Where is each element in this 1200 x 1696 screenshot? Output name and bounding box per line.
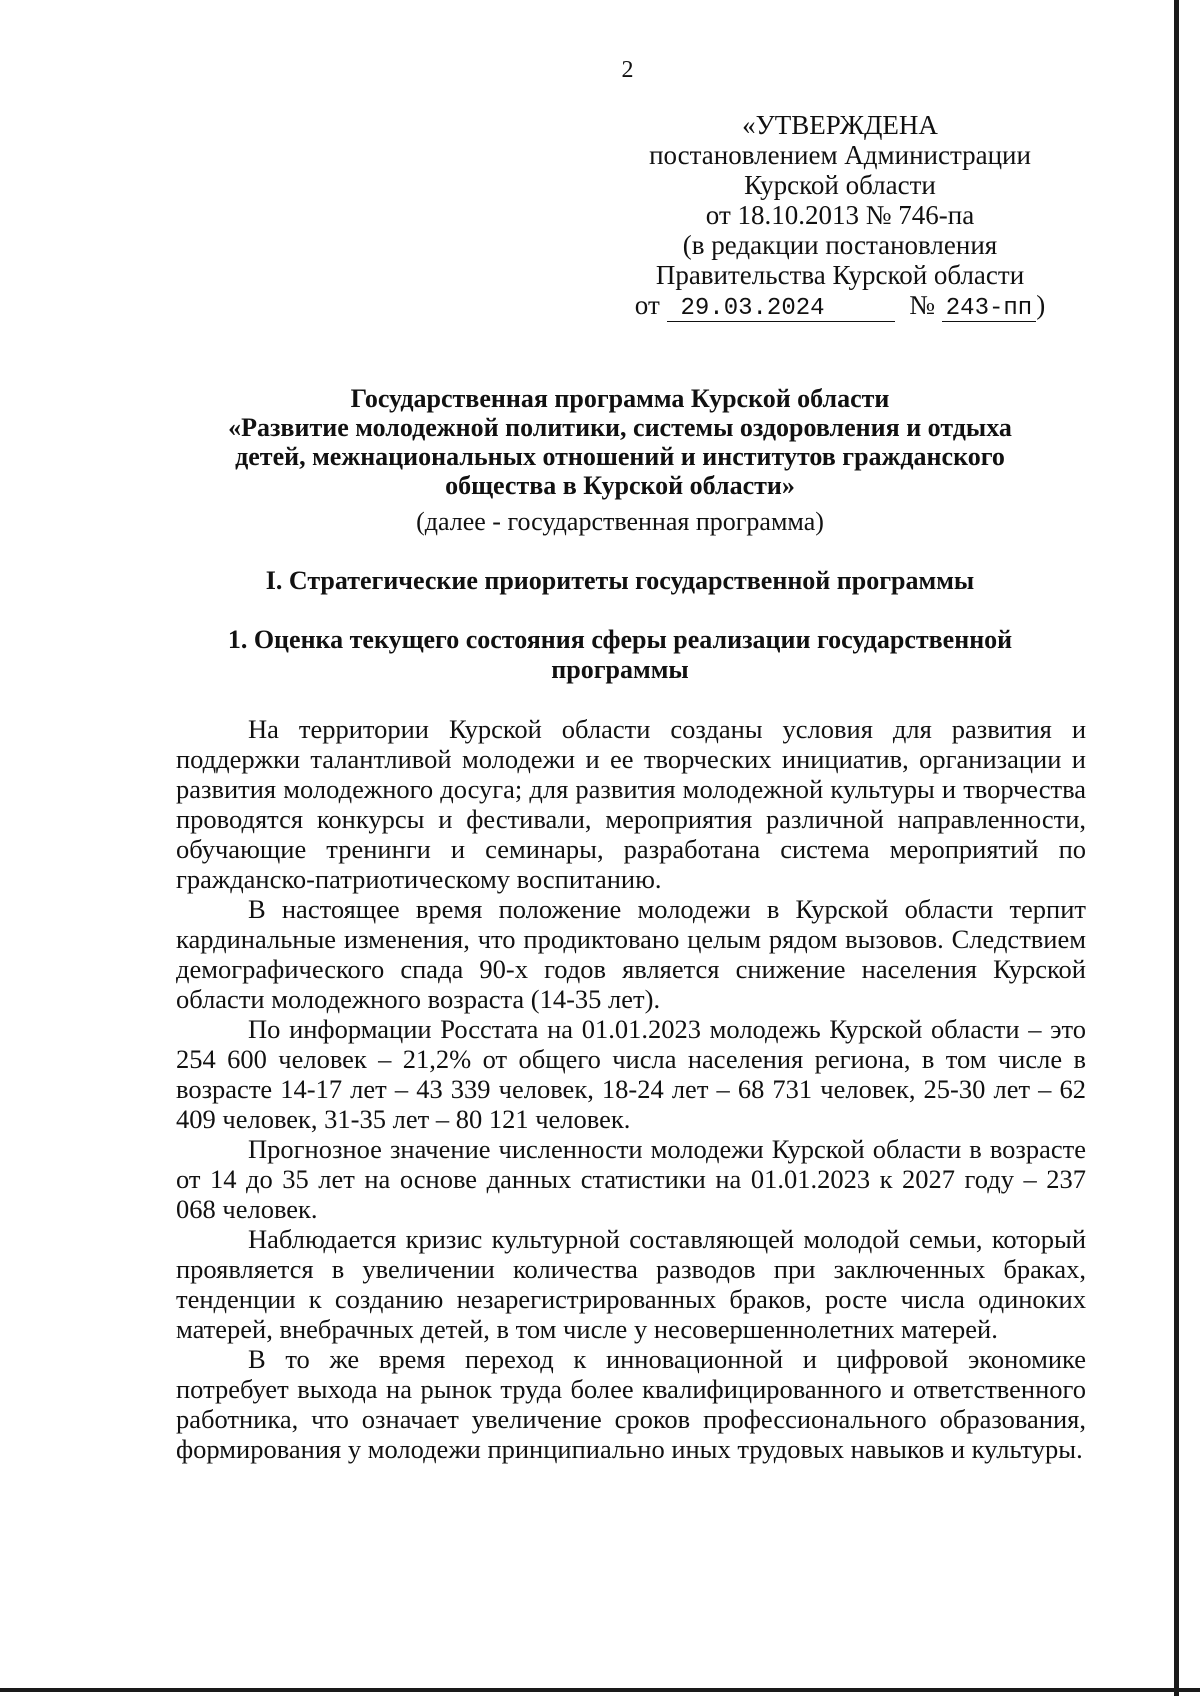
subsection-heading [160,625,1080,685]
approval-line-7 [620,290,1060,322]
paragraph: В то же время переход к инновационной и цифровой экономике потребует выхода на рынок труда более квалифицированного и ответственного работника, что означает увеличение сроков профессионального образования, формирования у молодежи принципиально иных трудовых навыков и культуры. [176,1344,1086,1464]
approval-line-1: «УТВЕРЖДЕНА [742,110,938,140]
approval-number-sign: № [909,290,936,320]
paragraph: На территории Курской области созданы условия для развития и поддержки талантливой молодежи и ее творческих инициатив, организации и развития молодежного досуга; для развития молодежной культуры и творчества проводятся конкурсы и фестивали, мероприятия различной направленности, обучающие тренинги и семинары, разработана система мероприятий по гражданско-патриотическому воспитанию. [176,714,1086,894]
approval-closing-paren: ) [1036,290,1046,320]
paragraph: Наблюдается кризис культурной составляющей молодой семьи, который проявляется в увеличении количества разводов при заключенных браках, тенденции к созданию незарегистрированных браков, росте числа одиноких матерей, внебрачных детей, в том числе у несовершеннолетних матерей. [176,1224,1086,1344]
program-title-line-3: детей, межнациональных отношений и институтов гражданского [235,442,1005,471]
paragraph: По информации Росстата на 01.01.2023 молодежь Курской области – это 254 600 человек – 21,2% от общего числа населения региона, в том числе в возрасте 14-17 лет – 43 339 человек, 18-24 лет – 68 731 человек, 25-30 лет – 62 409 человек, 31-35 лет – 80 121 человек. [176,1014,1086,1134]
subsection-heading-line-2: программы [551,655,689,684]
paragraph: В настоящее время положение молодежи в Курской области терпит кардинальные изменения, что продиктовано целым рядом вызовов. Следствием демографического спада 90-х годов является снижение населения Курской области молодежного возраста (14-35 лет). [176,894,1086,1014]
approval-line-4: от 18.10.2013 № 746-па [705,200,975,230]
approval-line-5: (в редакции постановления [682,230,998,260]
approval-line-3: Курской области [744,170,936,200]
approval-stamp-block [620,110,1060,322]
program-title-line-2: «Развитие молодежной политики, системы оздоровления и отдыха [228,413,1012,442]
program-subtitle: (далее - государственная программа) [416,507,824,536]
program-title-line-1: Государственная программа Курской области [350,384,890,413]
scan-edge-bottom [0,1688,1200,1692]
approval-number-field: 243-пп [942,297,1036,322]
section-heading: I. Стратегические приоритеты государственной программы [265,566,975,595]
program-title-line-4: общества в Курской области» [445,471,795,500]
body-text [176,714,1086,1464]
subsection-heading-line-1: 1. Оценка текущего состояния сферы реализации государственной [227,625,1013,654]
scan-edge-right [1174,0,1179,1696]
approval-line-2: постановлением Администрации [649,140,1031,170]
page-number: 2 [621,57,634,83]
approval-line-6: Правительства Курской области [655,260,1025,290]
approval-from-prefix: от [634,290,660,320]
approval-date-field: 29.03.2024 [667,297,895,322]
program-title [160,384,1080,500]
paragraph: Прогнозное значение численности молодежи Курской области в возрасте от 14 до 35 лет на основе данных статистики на 01.01.2023 к 2027 году – 237 068 человек. [176,1134,1086,1224]
